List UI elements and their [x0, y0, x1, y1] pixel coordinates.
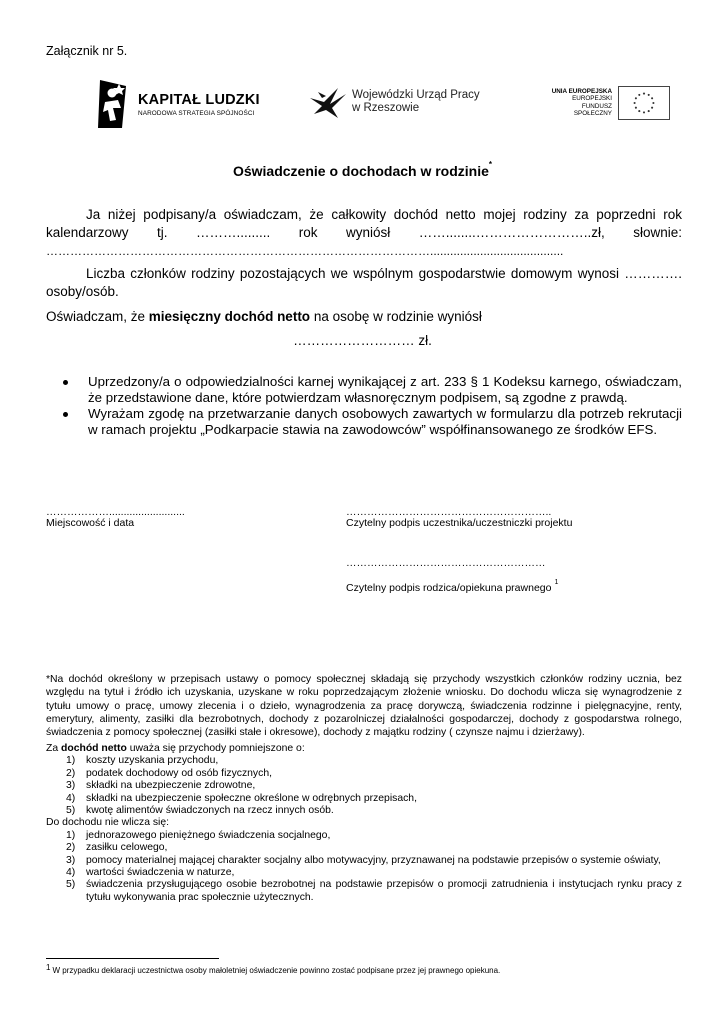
- excluded-list: [46, 830, 682, 904]
- item-number: 1): [66, 755, 76, 767]
- item-text: składki na ubezpieczenie zdrowotne,: [86, 780, 256, 792]
- parent-signature-text: Czytelny podpis rodzica/opiekuna prawnego: [346, 582, 552, 594]
- place-date-label: Miejscowość i data: [46, 517, 135, 529]
- bullet-dot: [63, 380, 68, 385]
- income-line-2: kalendarzowy tj. ………......... rok wyniósł ……........……………………..zł, słownie:: [46, 225, 682, 240]
- monthly-suffix: na osobę w rodzinie wyniósł: [310, 309, 482, 324]
- income-line-1: Ja niżej podpisany/a oświadczam, że całkowity dochód netto mojej rodziny za poprzedni rok: [86, 207, 682, 222]
- footnote-ref: 1: [554, 579, 559, 586]
- income-definition-note: *Na dochód określony w przepisach ustawy o pomocy społecznej składają się przychody wszystkich członków rodziny ucznia, bez względu na tytuł i źródło ich uzyskania, uzyskane w roku poprzedzającym złożenie wniosku. Do dochodu wlicza się wynagrodzenie z tytułu umowy o pracę, umowy zlecenia i o dzieło, wynagrodzenia za pracę dorywczą, świadczenia rodzinne i pielęgnacyjne, renty, emerytury, alimenty, zasiłki dla bezrobotnych, dochody z pozarolniczej działalności gospodarczej, dochody z gospodarstwa rolnego, świadczenia z pomocy społecznej (zasiłki stałe i okresowe), dochody z majątku rodziny ( czynsze najmu i dzierżawy).: [46, 674, 682, 739]
- kapital-ludzki-subtitle: NARODOWA STRATEGIA SPÓJNOŚCI: [138, 109, 255, 117]
- declarations-list: [60, 374, 682, 438]
- item-number: 5): [66, 879, 76, 891]
- wup-city: w Rzeszowie: [352, 102, 420, 114]
- list-item: [46, 855, 682, 867]
- place-date-field[interactable]: ………………..........................: [46, 506, 185, 518]
- item-number: 4): [66, 867, 76, 879]
- net-income-bold: dochód netto: [61, 743, 127, 754]
- list-item: [46, 793, 682, 805]
- annex-label: Załącznik nr 5.: [46, 44, 128, 58]
- title-text: Oświadczenie o dochodach w rodzinie: [232, 163, 489, 179]
- item-text: pomocy materialnej mającej charakter socjalny albo motywacyjny, przyznawanej na podstawie przepisów o systemie oświaty,: [86, 854, 661, 866]
- list-item: [46, 755, 682, 767]
- item-number: 1): [66, 829, 76, 841]
- wup-name: Wojewódzki Urząd Pracy: [352, 89, 480, 101]
- monthly-amount: ……………………… zł.: [293, 333, 432, 348]
- item-number: 2): [66, 767, 76, 779]
- declaration-text: Wyrażam zgodę na przetwarzanie danych osobowych zawartych w formularzu dla potrzeb rekrutacji w ramach projektu „Podkarpacie stawia na zawodowców” współfinansowanego ze środków EFS.: [88, 406, 682, 437]
- item-text: podatek dochodowy od osób fizycznych,: [86, 767, 272, 779]
- income-words-line: ……………………………………………………………………………………........................................: [46, 244, 564, 258]
- list-item: [46, 768, 682, 780]
- item-number: 3): [66, 780, 76, 792]
- kapital-ludzki-title: KAPITAŁ LUDZKI: [138, 91, 260, 108]
- list-item: [46, 842, 682, 854]
- bullet-dot: [63, 412, 68, 417]
- list-item: [60, 374, 682, 406]
- document-title: [0, 160, 725, 179]
- net-income-prefix: Za: [46, 743, 62, 754]
- item-text: składki na ubezpieczenie społeczne określone w odrębnych przepisach,: [86, 792, 417, 804]
- members-line-1: Liczba członków rodziny pozostających we wspólnym gospodarstwie domowym wynosi ………….: [86, 266, 682, 281]
- net-income-suffix: uważa się przychody pomniejszone o:: [126, 743, 305, 754]
- parent-signature-label: [346, 579, 559, 594]
- item-text: kwotę alimentów świadczonych na rzecz innych osób.: [86, 805, 334, 817]
- parent-signature-field[interactable]: …………………………………………………: [346, 557, 546, 569]
- item-text: zasiłku celowego,: [86, 842, 168, 854]
- monthly-bold: miesięczny dochód netto: [148, 309, 311, 324]
- item-number: 5): [66, 805, 76, 817]
- kapital-ludzki-emblem-icon: [96, 78, 130, 130]
- monthly-prefix: Oświadczam, że: [46, 309, 149, 324]
- item-text: świadczenia przysługującego osobie bezrobotnej na podstawie przepisów o promocji zatrudnienia i instytucjach rynku pracy z tytułu wykonywania prac społecznie użytecznych.: [86, 879, 682, 903]
- footnote-number: 1: [46, 963, 51, 972]
- title-asterisk: *: [488, 160, 493, 169]
- eu-title: UNIA EUROPEJSKA: [551, 88, 612, 96]
- net-income-heading: [46, 743, 682, 755]
- eu-logo: [544, 86, 672, 120]
- item-text: koszty uzyskania przychodu,: [86, 755, 219, 767]
- footnote: [46, 963, 501, 975]
- list-item: [46, 805, 682, 817]
- net-income-block: [46, 743, 682, 904]
- footnote-text: W przypadku deklaracji uczestnictwa osoby małoletniej oświadczenie powinno zostać podpisane przez jej prawnego opiekuna.: [52, 966, 501, 975]
- excluded-heading: Do dochodu nie wlicza się:: [46, 817, 170, 829]
- list-item: [46, 879, 682, 904]
- participant-signature-label: Czytelny podpis uczestnika/uczestniczki projektu: [346, 517, 573, 529]
- item-number: 4): [66, 792, 76, 804]
- members-line-2: osoby/osób.: [46, 284, 119, 299]
- item-text: wartości świadczenia w naturze,: [86, 867, 235, 879]
- wup-bird-icon: [308, 84, 348, 120]
- monthly-income-statement: [46, 308, 682, 326]
- kapital-ludzki-logo: [96, 78, 266, 130]
- list-item: [46, 780, 682, 792]
- participant-signature-field[interactable]: …………………………………………………..: [346, 506, 552, 518]
- item-number: 3): [66, 854, 76, 866]
- deductions-list: [46, 755, 682, 817]
- item-number: 2): [66, 842, 76, 854]
- eu-fund-line1: EUROPEJSKI: [572, 95, 612, 103]
- list-item: [46, 867, 682, 879]
- footnote-divider: [46, 958, 219, 959]
- item-text: jednorazowego pieniężnego świadczenia socjalnego,: [86, 829, 331, 841]
- eu-flag-icon: [618, 86, 670, 120]
- list-item: [60, 406, 682, 438]
- declaration-text: Uprzedzony/a o odpowiedzialności karnej wynikającej z art. 233 § 1 Kodeksu karnego, oświadczam, że przedstawione dane, które potwierdzam własnoręcznym podpisem, są zgodne z prawdą.: [88, 374, 682, 405]
- eu-fund-line2: FUNDUSZ SPOŁECZNY: [573, 102, 612, 118]
- list-item: [46, 830, 682, 842]
- wup-logo: [308, 82, 488, 122]
